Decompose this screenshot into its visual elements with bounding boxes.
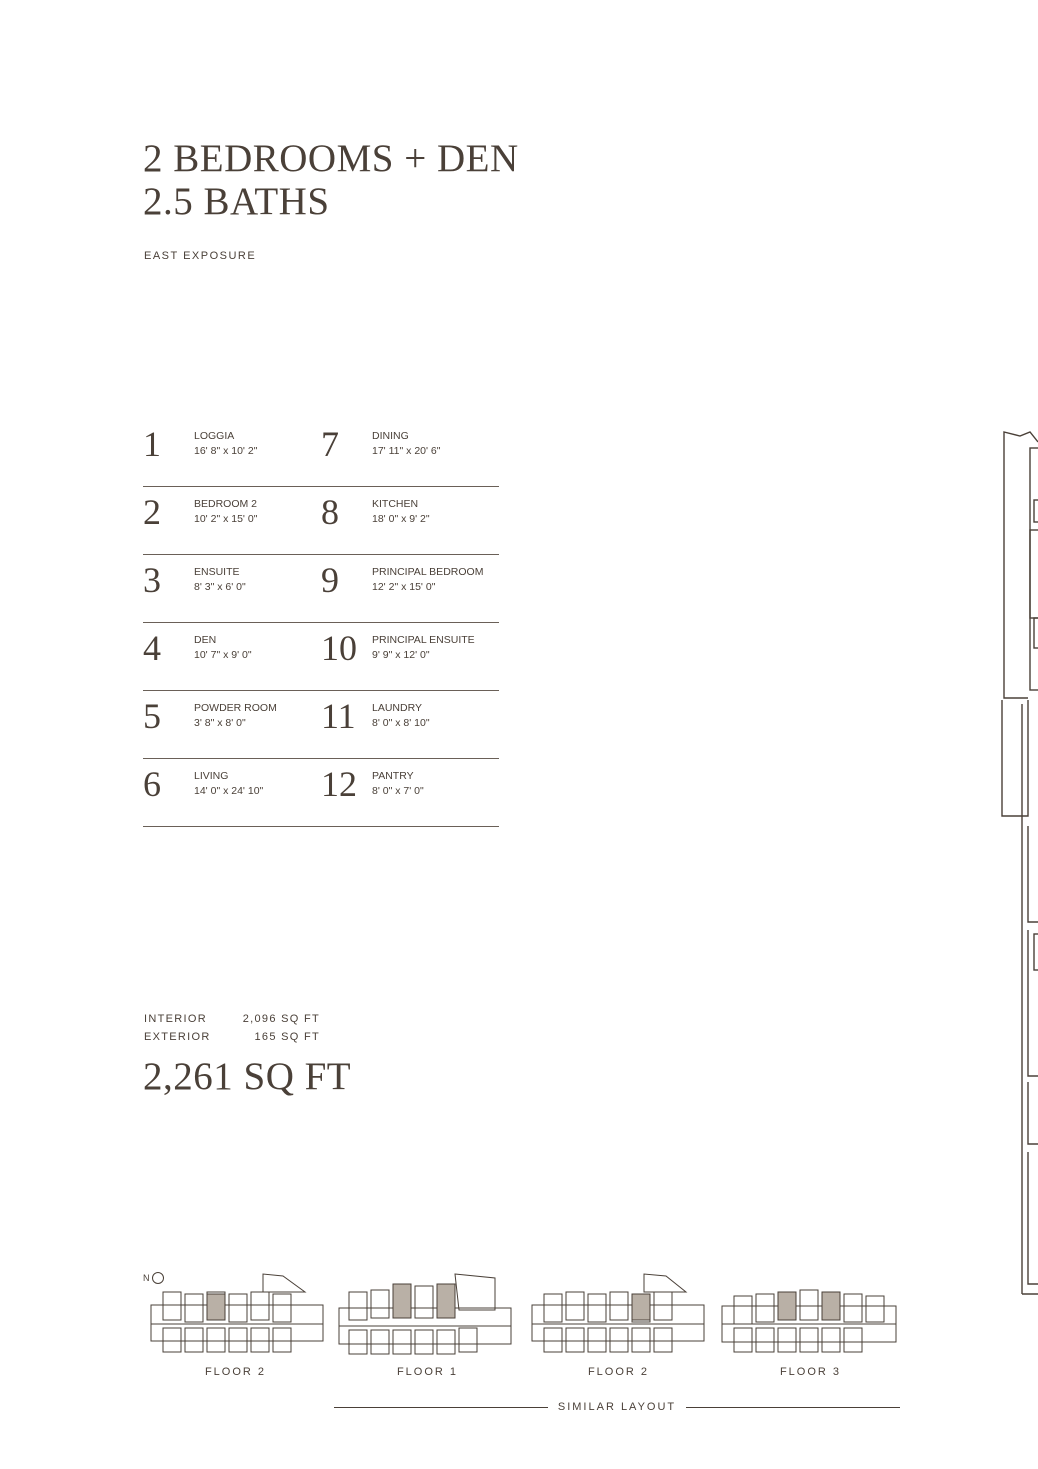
room-item	[143, 692, 321, 758]
room-number: 4	[143, 628, 161, 668]
interior-value: 2,096 SQ FT	[242, 1013, 320, 1025]
building-outline-icon	[143, 1270, 328, 1362]
room-number: 11	[321, 696, 356, 736]
room-name: BEDROOM 2	[194, 498, 258, 510]
exterior-label: EXTERIOR	[144, 1031, 211, 1043]
exterior-value: 165 SQ FT	[254, 1031, 320, 1043]
key-plan-label: FLOOR 1	[396, 1366, 459, 1378]
room-name: KITCHEN	[372, 498, 419, 510]
room-name: DEN	[194, 634, 217, 646]
area-summary	[144, 1010, 320, 1046]
total-area: 2,261 SQ FT	[143, 1055, 352, 1098]
room-number: 1	[143, 424, 161, 464]
room-number: 8	[321, 492, 339, 532]
room-dimensions: 8' 3" x 6' 0"	[194, 581, 246, 593]
north-label: N	[143, 1273, 150, 1283]
room-item	[143, 488, 321, 554]
room-item	[321, 556, 499, 622]
room-name: PANTRY	[372, 770, 414, 782]
room-name: ENSUITE	[194, 566, 240, 578]
room-name: PRINCIPAL ENSUITE	[372, 634, 475, 646]
room-item	[321, 488, 499, 554]
room-dimensions: 16' 8" x 10' 2"	[194, 445, 258, 457]
room-name: LOGGIA	[194, 430, 235, 442]
room-name: DINING	[372, 430, 409, 442]
room-dimensions: 8' 0" x 7' 0"	[372, 785, 424, 797]
key-plan-floor-2a	[143, 1270, 328, 1378]
room-name: POWDER ROOM	[194, 702, 277, 714]
key-plan-label: FLOOR 2	[204, 1366, 267, 1378]
exposure-label: EAST EXPOSURE	[144, 250, 257, 262]
room-name: PRINCIPAL BEDROOM	[372, 566, 484, 578]
room-dimensions: 3' 8" x 8' 0"	[194, 717, 246, 729]
room-number: 9	[321, 560, 339, 600]
room-number: 6	[143, 764, 161, 804]
room-dimensions: 12' 2" x 15' 0"	[372, 581, 436, 593]
key-plan-label: FLOOR 2	[587, 1366, 650, 1378]
room-item	[321, 692, 499, 758]
room-item	[321, 624, 499, 690]
key-plans	[143, 1270, 903, 1420]
room-item	[321, 420, 499, 486]
room-number: 3	[143, 560, 161, 600]
key-plan-floor-3	[718, 1270, 903, 1378]
room-row	[143, 556, 499, 623]
room-item	[143, 420, 321, 486]
unit-title	[143, 137, 519, 223]
room-row	[143, 692, 499, 759]
room-dimensions: 9' 9" x 12' 0"	[372, 649, 430, 661]
room-dimensions: 10' 2" x 15' 0"	[194, 513, 258, 525]
room-row	[143, 488, 499, 555]
room-name: LIVING	[194, 770, 229, 782]
key-plan-floor-1	[335, 1270, 520, 1378]
room-row	[143, 760, 499, 827]
room-row	[143, 420, 499, 487]
room-schedule	[143, 420, 499, 828]
key-plan-floor-2b	[526, 1270, 711, 1378]
title-baths: 2.5 BATHS	[143, 180, 330, 223]
room-item	[143, 760, 321, 826]
building-outline-icon	[526, 1270, 711, 1362]
room-dimensions: 10' 7" x 9' 0"	[194, 649, 252, 661]
similar-layout-label: SIMILAR LAYOUT	[557, 1401, 677, 1413]
room-item	[143, 624, 321, 690]
title-bedrooms: 2 BEDROOMS + DEN	[143, 137, 519, 180]
room-row	[143, 624, 499, 691]
room-number: 10	[321, 628, 357, 668]
building-outline-icon	[718, 1270, 903, 1362]
floor-plan-edge	[1000, 428, 1038, 1298]
building-outline-icon	[335, 1270, 520, 1362]
room-number: 12	[321, 764, 357, 804]
room-dimensions: 18' 0" x 9' 2"	[372, 513, 430, 525]
room-number: 5	[143, 696, 161, 736]
similar-layout-divider	[334, 1401, 900, 1413]
room-dimensions: 14' 0" x 24' 10"	[194, 785, 264, 797]
room-number: 2	[143, 492, 161, 532]
room-dimensions: 17' 11" x 20' 6"	[372, 445, 441, 457]
key-plan-label: FLOOR 3	[779, 1366, 842, 1378]
interior-label: INTERIOR	[144, 1013, 207, 1025]
room-item	[321, 760, 499, 826]
room-item	[143, 556, 321, 622]
room-name: LAUNDRY	[372, 702, 422, 714]
room-dimensions: 8' 0" x 8' 10"	[372, 717, 430, 729]
room-number: 7	[321, 424, 339, 464]
divider-line	[686, 1407, 900, 1408]
divider-line	[334, 1407, 548, 1408]
